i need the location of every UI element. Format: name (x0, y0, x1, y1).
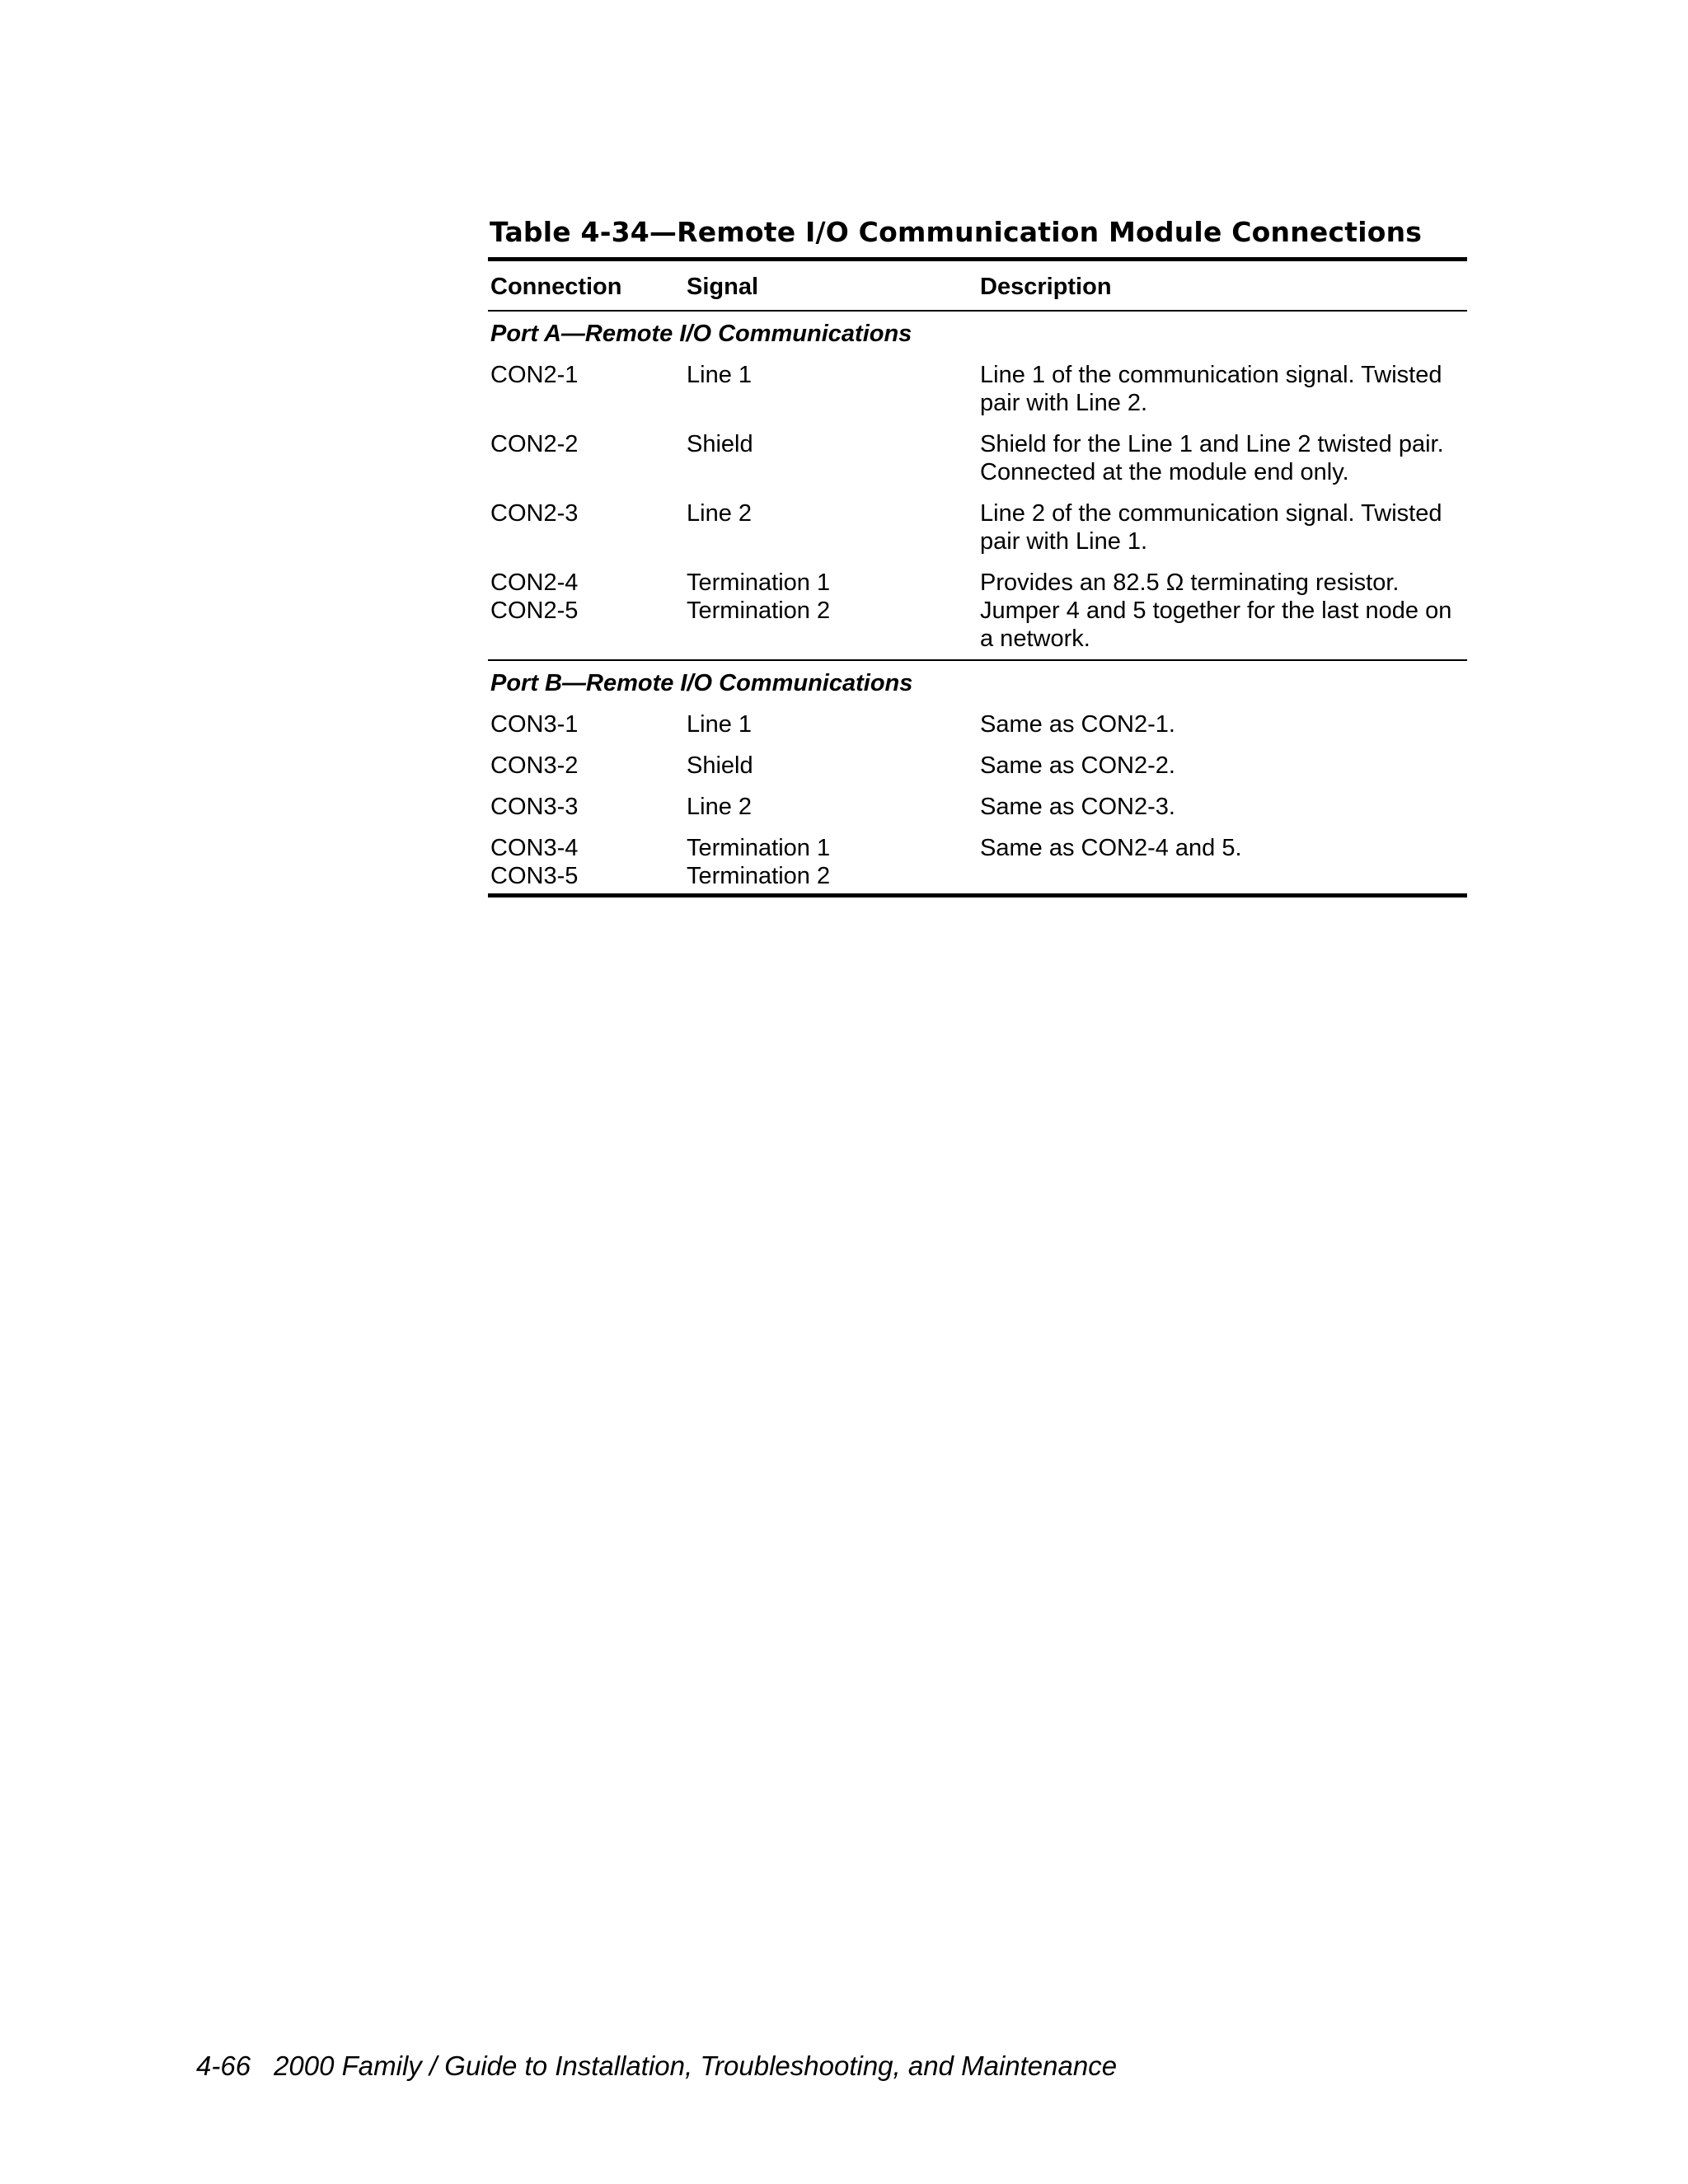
cell-connection: CON3-1 (490, 711, 579, 738)
connections-table-block (488, 213, 1467, 898)
connection-line-1: CON2-4 (490, 569, 579, 596)
table-row (488, 354, 1467, 424)
page-number: 4-66 (196, 2050, 251, 2081)
cell-connection (488, 827, 684, 896)
cell-signal: Shield (687, 431, 753, 457)
cell-signal (684, 827, 978, 896)
section-label: Port A—Remote I/O Communications (490, 321, 912, 347)
cell-description: Line 1 of the communication signal. Twisted pair with Line 2. (980, 362, 1442, 416)
cell-connection: CON3-3 (490, 794, 579, 820)
cell-connection: CON2-1 (490, 362, 579, 388)
footer-text: 2000 Family / Guide to Installation, Troubleshooting, and Maintenance (274, 2050, 1118, 2081)
cell-connection: CON2-3 (490, 500, 579, 527)
cell-description: Same as CON2-4 and 5. (980, 835, 1242, 861)
connection-line-2: CON3-5 (490, 863, 579, 889)
cell-description: Same as CON2-3. (980, 794, 1175, 820)
page-footer (196, 2050, 1117, 2083)
connection-line-1: CON3-4 (490, 835, 579, 861)
header-connection: Connection (490, 274, 622, 300)
section-port-a (488, 311, 1467, 354)
cell-description: Provides an 82.5 Ω terminating resistor. Jumper 4 and 5 together for the last node on a network. (980, 569, 1452, 652)
cell-signal: Line 2 (687, 794, 753, 820)
table-row (488, 786, 1467, 827)
cell-connection: CON2-2 (490, 431, 579, 457)
cell-signal: Line 2 (687, 500, 753, 527)
cell-connection (488, 562, 684, 660)
cell-signal (684, 562, 978, 660)
section-label: Port B—Remote I/O Communications (490, 670, 913, 696)
signal-line-2: Termination 2 (687, 598, 831, 624)
table-row (488, 704, 1467, 745)
cell-description: Same as CON2-1. (980, 711, 1175, 738)
cell-description: Same as CON2-2. (980, 752, 1175, 779)
cell-description: Line 2 of the communication signal. Twisted pair with Line 1. (980, 500, 1442, 555)
signal-line-1: Termination 1 (687, 835, 831, 861)
table-title: Table 4-34—Remote I/O Communication Module Connections (490, 216, 1423, 248)
header-description: Description (980, 274, 1112, 300)
signal-line-2: Termination 2 (687, 863, 831, 889)
connections-table (488, 261, 1467, 898)
table-header-row (488, 261, 1467, 311)
cell-signal: Shield (687, 752, 753, 779)
cell-signal: Line 1 (687, 711, 753, 738)
section-port-b (488, 660, 1467, 704)
cell-signal: Line 1 (687, 362, 753, 388)
table-row (488, 424, 1467, 493)
table-row (488, 745, 1467, 786)
connection-line-2: CON2-5 (490, 598, 579, 624)
table-row (488, 562, 1467, 660)
table-row (488, 493, 1467, 562)
header-signal: Signal (687, 274, 759, 300)
cell-description: Shield for the Line 1 and Line 2 twisted pair. Connected at the module end only. (980, 431, 1444, 485)
table-row (488, 827, 1467, 896)
signal-line-1: Termination 1 (687, 569, 831, 596)
cell-connection: CON3-2 (490, 752, 579, 779)
